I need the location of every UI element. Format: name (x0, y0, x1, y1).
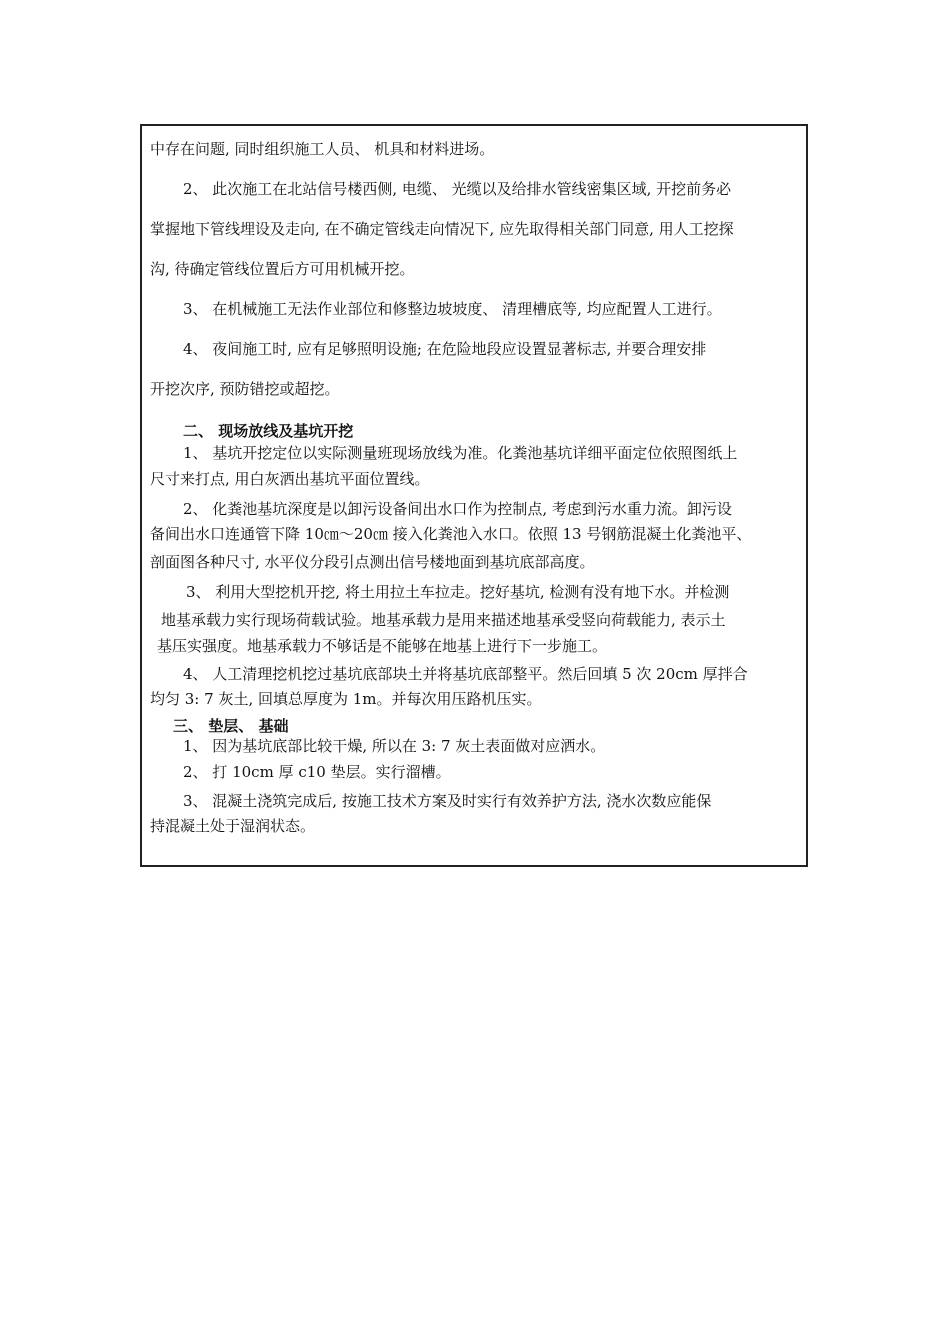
text-line: 剖面图各种尺寸, 水平仪分段引点测出信号楼地面到基坑底部高度。 (150, 553, 595, 571)
text-line: 2、 化粪池基坑深度是以卸污设备间出水口作为控制点, 考虑到污水重力流。卸污设 (183, 500, 732, 518)
text-line: 3、 混凝土浇筑完成后, 按施工技术方案及时实行有效养护方法, 浇水次数应能保 (183, 792, 712, 810)
text-line: 1、 基坑开挖定位以实际测量班现场放线为准。化粪池基坑详细平面定位依照图纸上 (183, 444, 738, 462)
text-line: 4、 夜间施工时, 应有足够照明设施; 在危险地段应设置显著标志, 并要合理安排 (183, 340, 707, 358)
section-heading: 二、 现场放线及基坑开挖 (183, 422, 354, 440)
text-line: 沟, 待确定管线位置后方可用机械开挖。 (150, 260, 415, 278)
text-line: 掌握地下管线埋设及走向, 在不确定管线走向情况下, 应先取得相关部门同意, 用人工挖探 (150, 220, 734, 238)
text-line: 开挖次序, 预防错挖或超挖。 (150, 380, 340, 398)
text-line: 4、 人工清理挖机挖过基坑底部块土并将基坑底部整平。然后回填 5 次 20cm 厚拌合 (183, 665, 748, 683)
text-line: 持混凝土处于湿润状态。 (150, 817, 316, 835)
text-line: 中存在问题, 同时组织施工人员、 机具和材料进场。 (150, 140, 495, 158)
text-line: 备间出水口连通管下降 10㎝～20㎝ 接入化粪池入水口。依照 13 号钢筋混凝土化粪池平、 (150, 525, 752, 543)
section-heading: 三、 垫层、 基础 (173, 717, 289, 735)
text-line: 3、 在机械施工无法作业部位和修整边坡坡度、 清理槽底等, 均应配置人工进行。 (183, 300, 722, 318)
text-line: 均匀 3: 7 灰土, 回填总厚度为 1m。并每次用压路机压实。 (150, 690, 542, 708)
text-line: 1、 因为基坑底部比较干燥, 所以在 3: 7 灰土表面做对应洒水。 (183, 737, 606, 755)
text-line: 地基承载力实行现场荷载试验。地基承载力是用来描述地基承受竖向荷载能力, 表示土 (161, 611, 726, 629)
text-line: 尺寸来打点, 用白灰洒出基坑平面位置线。 (150, 470, 430, 488)
text-line: 基压实强度。地基承载力不够话是不能够在地基上进行下一步施工。 (157, 637, 608, 655)
text-line: 2、 此次施工在北站信号楼西侧, 电缆、 光缆以及给排水管线密集区域, 开挖前务必 (183, 180, 732, 198)
text-line: 2、 打 10cm 厚 c10 垫层。实行溜槽。 (183, 763, 451, 781)
text-line: 3、 利用大型挖机开挖, 将土用拉土车拉走。挖好基坑, 检测有没有地下水。并检测 (186, 583, 730, 601)
